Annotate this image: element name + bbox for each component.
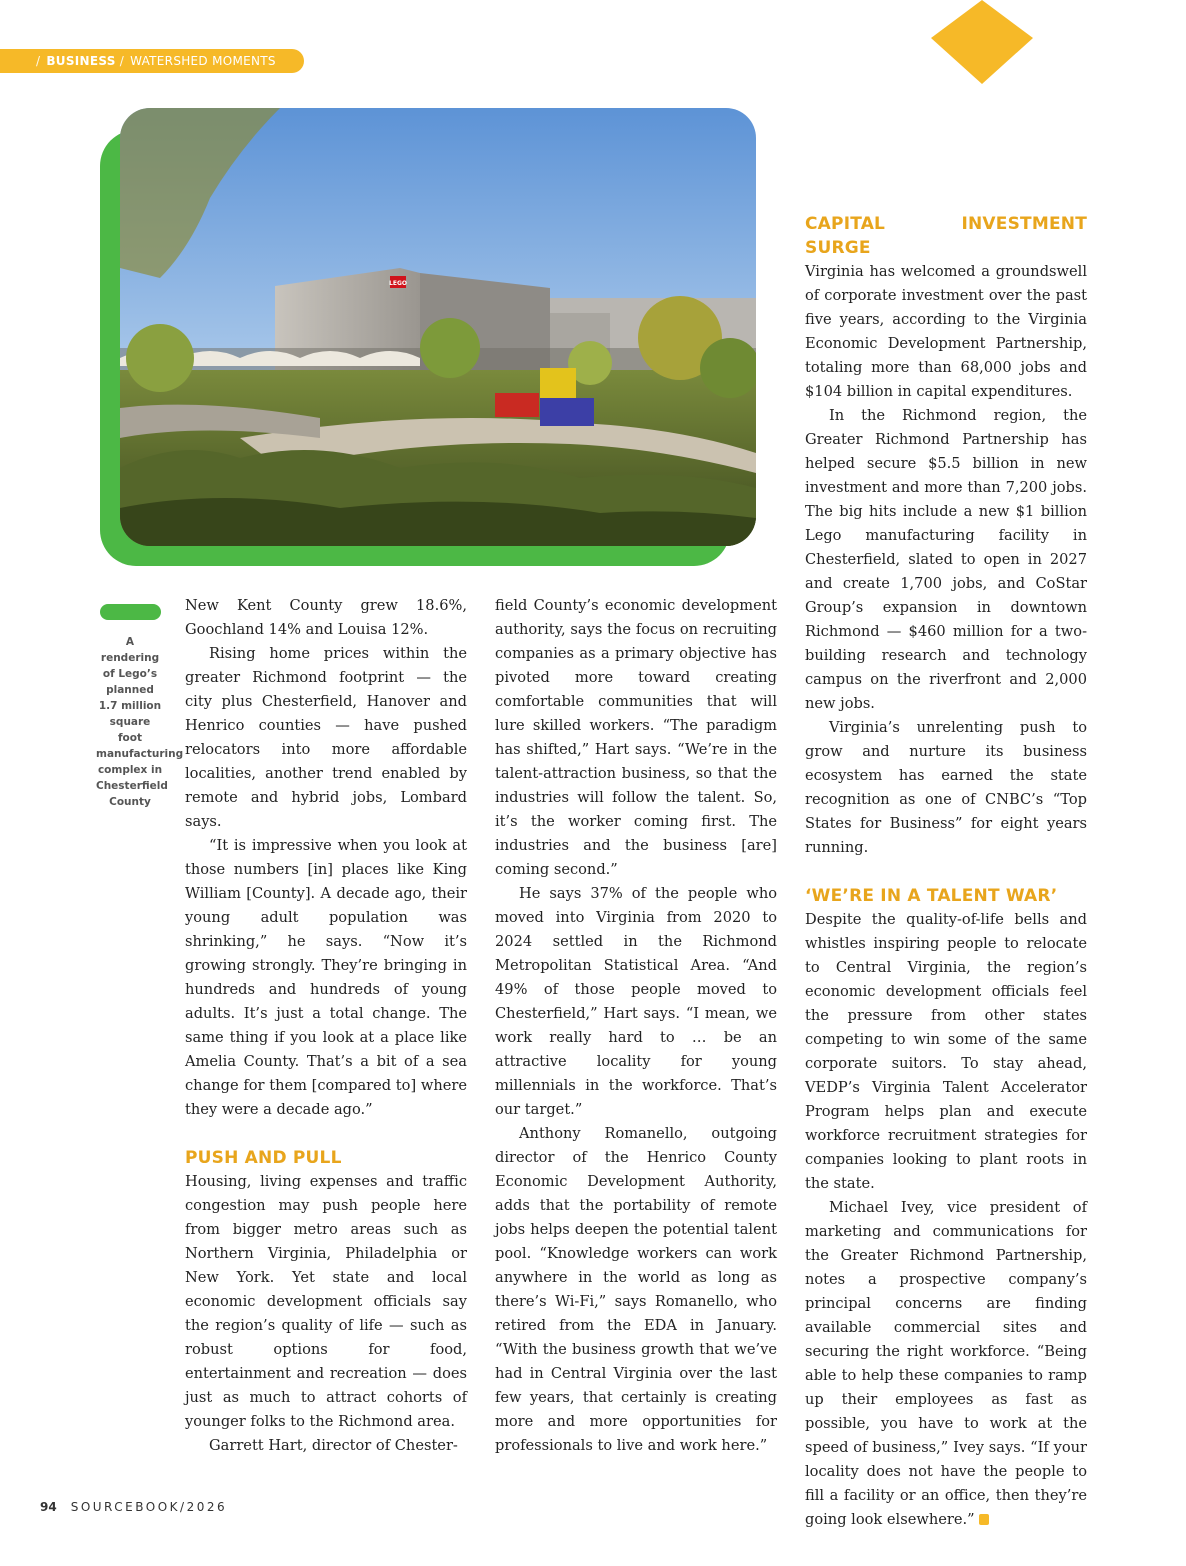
paragraph-text: Michael Ivey, vice president of marketing and communications for the Greater Richmond Partnership, notes a prospective company’s principal concerns are finding available commercial sites and securing the right workforce. “Being able to help these companies to ramp up their employees as fast as possible, you have to work at the speed of business,” Ivey says. “If your locality does not have the people to fill a facility or an office, then they’re going look elsewhere.” — [805, 1199, 1087, 1528]
caption-marker — [100, 604, 161, 620]
subheading-talent-war: ‘WE’RE IN A TALENT WAR’ — [805, 886, 1058, 906]
publication-year: 2026 — [186, 1500, 228, 1514]
folio-separator: / — [180, 1500, 187, 1514]
paragraph: Anthony Romanello, outgoing director of the Henrico County Economic Development Authority, adds that the portability of remote jobs helps deepen the potential talent pool. “Knowledge workers can work anywhere in the world as long as there’s Wi-Fi,” says Romanello, who retired from the EDA in January. “With the business growth that we’ve had in Central Virginia over the last few years, that certainly is creating more and more opportunities for professionals to live and work here.” — [495, 1125, 777, 1454]
article-column-1 — [185, 594, 467, 1458]
paragraph: In the Richmond region, the Greater Richmond Partnership has helped secure $5.5 billion in new investment and more than 7,200 jobs. The big hits include a new $1 billion Lego manufacturing facility in Chesterfield, slated to open in 2027 and create 1,700 jobs, and CoStar Group’s expansion in downtown Richmond — $460 million for a two-building research and technology campus on the riverfront and 2,000 new jobs. — [805, 407, 1087, 712]
subheading-capital-investment: CAPITAL INVESTMENT SURGE — [805, 214, 1087, 258]
photo-caption: A rendering of Lego’s planned 1.7 million square foot manufacturing complex in Chesterfield County — [96, 636, 184, 808]
paragraph: Rising home prices within the greater Richmond footprint — the city plus Chesterfield, Hanover and Henrico counties — have pushed relocators into more affordable localities, another trend enabled by remote and hybrid jobs, Lombard says. — [185, 645, 467, 830]
paragraph: New Kent County grew 18.6%, Goochland 14% and Louisa 12%. — [185, 597, 467, 638]
paragraph: “It is impressive when you look at those numbers [in] places like King William [County]. A decade ago, their young adult population was shrinking,” he says. “Now it’s growing strongly. They’re bringing in hundreds and hundreds of young adults. It’s just a total change. The same thing if you look at a place like Amelia County. That’s a bit of a sea change for them [compared to] where they were a decade ago.” — [185, 837, 467, 1118]
paragraph-final — [805, 1196, 1087, 1532]
paragraph: He says 37% of the people who moved into Virginia from 2020 to 2024 settled in the Richmond Metropolitan Statistical Area. “And 49% of those people moved to Chesterfield,” Hart says. “I mean, we work really hard to … be an attractive locality for young millennials in the workforce. That’s our target.” — [495, 885, 777, 1118]
tag-section: BUSINESS — [46, 54, 116, 68]
tag-separator-2: / — [119, 54, 125, 68]
paragraph: field County’s economic development authority, says the focus on recruiting companies as a primary objective has pivoted more toward creating comfortable communities that will lure skilled workers. “The paradigm has shifted,” Hart says. “We’re in the talent-attraction business, so that the industries will follow the talent. So, it’s the worker coming first. The industries and the business [are] coming second.” — [495, 597, 777, 878]
paragraph: Housing, living expenses and traffic congestion may push people here from bigger metro areas such as Northern Virginia, Philadelphia or New York. Yet state and local economic development officials say the region’s quality of life — such as robust options for food, entertainment and recreation — does just as much to attract cohorts of younger folks to the Richmond area. — [185, 1173, 467, 1430]
decorative-diamond — [931, 0, 1033, 84]
tag-separator: / — [36, 54, 41, 68]
paragraph: Virginia has welcomed a groundswell of corporate investment over the past five years, according to the Virginia Economic Development Partnership, totaling more than 68,000 jobs and $104 billion in capital expenditures. — [805, 263, 1087, 400]
tag-subsection: WATERSHED MOMENTS — [130, 54, 276, 68]
section-tag — [0, 49, 304, 73]
page-folio — [40, 1500, 227, 1514]
page-number: 94 — [40, 1500, 57, 1514]
subheading-push-and-pull: PUSH AND PULL — [185, 1148, 342, 1168]
paragraph: Garrett Hart, director of Chester- — [209, 1437, 458, 1454]
end-mark-icon — [979, 1514, 989, 1525]
svg-text:LEGO: LEGO — [389, 280, 407, 287]
paragraph: Virginia’s unrelenting push to grow and nurture its business ecosystem has earned the state recognition as one of CNBC’s “Top States for Business” for eight years running. — [805, 719, 1087, 856]
article-column-2 — [495, 594, 777, 1458]
lego-factory-rendering — [120, 108, 756, 546]
paragraph: Despite the quality-of-life bells and whistles inspiring people to relocate to Central Virginia, the region’s economic development officials feel the pressure from other states competing to win some of the same corporate suitors. To stay ahead, VEDP’s Virginia Talent Accelerator Program helps plan and execute workforce recruitment strategies for companies looking to plant roots in the state. — [805, 911, 1087, 1192]
publication-name: SOURCEBOOK — [70, 1500, 181, 1514]
article-column-3 — [805, 212, 1087, 1532]
